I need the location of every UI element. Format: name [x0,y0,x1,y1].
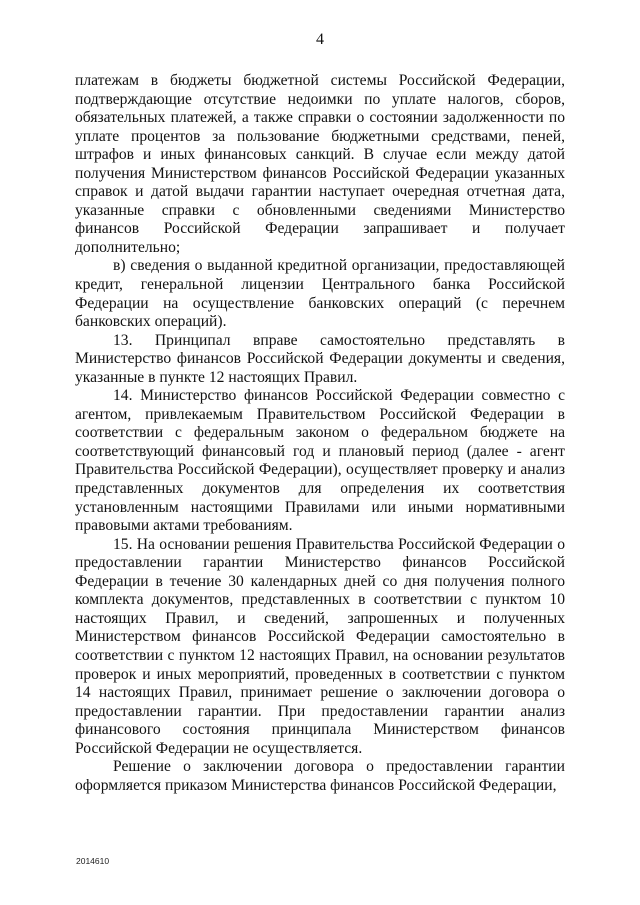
paragraph-continuation: платежам в бюджеты бюджетной системы Российской Федерации, подтверждающие отсутствие недоимки по уплате налогов, сборов, обязательных платежей, а также справки о состоянии задолженности по уплате процентов за пользование бюджетными средствами, пеней, штрафов и иных финансовых санкций. В случае если между датой получения Министерством финансов Российской Федерации указанных справок и датой выдачи гарантии наступает очередная отчетная дата, указанные справки с обновленными сведениями Министерство финансов Российской Федерации запрашивает и получает дополнительно; [75,72,565,256]
document-body [75,72,565,795]
paragraph-14: 14. Министерство финансов Российской Федерации совместно с агентом, привлекаемым Правительством Российской Федерации в соответствии с федеральным законом о федеральном бюджете на соответствующий финансовый год и плановый период (далее - агент Правительства Российской Федерации), осуществляет проверку и анализ представленных документов для определения их соответствия установленным настоящими Правилами или иными нормативными правовыми актами требованиям. [75,387,565,535]
page-number: 4 [316,31,324,48]
paragraph-13: 13. Принципал вправе самостоятельно представлять в Министерство финансов Российской Федерации документы и сведения, указанные в пункте 12 настоящих Правил. [75,331,565,386]
document-code: 2014610 [76,856,110,866]
paragraph-decision: Решение о заключении договора о предоставлении гарантии оформляется приказом Министерства финансов Российской Федерации, [75,758,565,794]
paragraph-subitem-v: в) сведения о выданной кредитной организации, предоставляющей кредит, генеральной лицензии Центрального банка Российской Федерации на осуществление банковских операций (с перечнем банковских операций). [75,257,565,331]
paragraph-15: 15. На основании решения Правительства Российской Федерации о предоставлении гарантии Министерство финансов Российской Федерации в течение 30 календарных дней со дня получения полного комплекта документов, представленных в соответствии с пунктом 10 настоящих Правил, и сведений, запрошенных и полученных Министерством финансов Российской Федерации самостоятельно в соответствии с пунктом 12 настоящих Правил, на основании результатов проверок и иных мероприятий, проведенных в соответствии с пунктом 14 настоящих Правил, принимает решение о заключении договора о предоставлении гарантии. При предоставлении гарантии анализ финансового состояния принципала Министерством финансов Российской Федерации не осуществляется. [75,535,565,757]
